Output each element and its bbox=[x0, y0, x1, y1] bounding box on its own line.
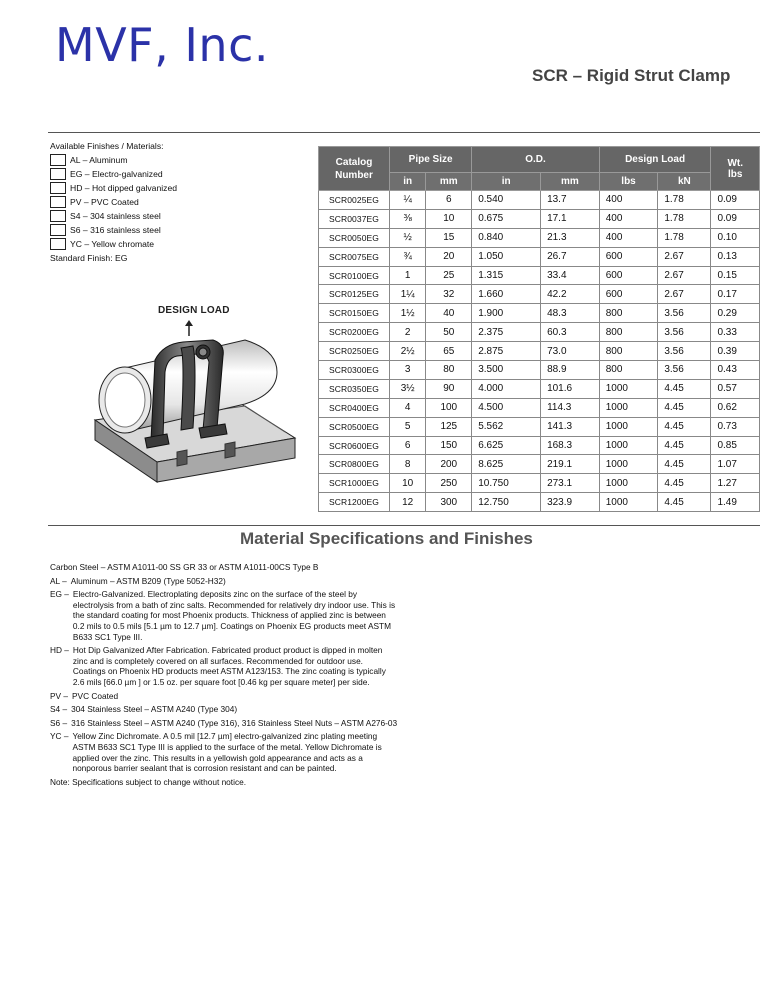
cell-catalog: SCR0800EG bbox=[319, 455, 390, 474]
design-load-label: DESIGN LOAD bbox=[158, 305, 230, 316]
spec-entry bbox=[50, 731, 398, 773]
cell-catalog: SCR0400EG bbox=[319, 398, 390, 417]
cell-load-lbs: 600 bbox=[599, 247, 658, 266]
cell-pipe-in: 1 bbox=[390, 266, 426, 285]
cell-pipe-in: ¾ bbox=[390, 247, 426, 266]
cell-load-lbs: 800 bbox=[599, 323, 658, 342]
cell-od-mm: 17.1 bbox=[541, 209, 600, 228]
cell-od-mm: 219.1 bbox=[541, 455, 600, 474]
cell-load-lbs: 1000 bbox=[599, 493, 658, 512]
cell-load-kn: 3.56 bbox=[658, 304, 711, 323]
finishes-header: Available Finishes / Materials: bbox=[50, 141, 164, 151]
cell-load-kn: 4.45 bbox=[658, 398, 711, 417]
table-row bbox=[319, 379, 760, 398]
finish-item bbox=[50, 223, 177, 237]
cell-od-in: 8.625 bbox=[472, 455, 541, 474]
finish-item bbox=[50, 167, 177, 181]
cell-pipe-in: ⅜ bbox=[390, 209, 426, 228]
cell-pipe-in: ½ bbox=[390, 228, 426, 247]
finish-item bbox=[50, 209, 177, 223]
cell-od-in: 5.562 bbox=[472, 417, 541, 436]
cell-pipe-mm: 80 bbox=[426, 361, 472, 380]
finish-label: EG – Electro-galvanized bbox=[70, 169, 163, 179]
cell-load-lbs: 1000 bbox=[599, 398, 658, 417]
cell-od-in: 4.500 bbox=[472, 398, 541, 417]
cell-pipe-mm: 40 bbox=[426, 304, 472, 323]
cell-pipe-mm: 65 bbox=[426, 342, 472, 361]
cell-weight: 1.27 bbox=[711, 474, 760, 493]
cell-od-mm: 48.3 bbox=[541, 304, 600, 323]
cell-catalog: SCR0037EG bbox=[319, 209, 390, 228]
cell-catalog: SCR0600EG bbox=[319, 436, 390, 455]
cell-load-kn: 3.56 bbox=[658, 323, 711, 342]
table-row bbox=[319, 342, 760, 361]
col-od-in: in bbox=[472, 173, 541, 191]
cell-od-in: 0.675 bbox=[472, 209, 541, 228]
cell-weight: 0.09 bbox=[711, 191, 760, 210]
cell-load-lbs: 1000 bbox=[599, 474, 658, 493]
section-title: Material Specifications and Finishes bbox=[240, 529, 533, 548]
cell-od-mm: 88.9 bbox=[541, 361, 600, 380]
spec-text: PVC Coated bbox=[72, 690, 119, 701]
finish-checkbox bbox=[50, 168, 66, 180]
cell-pipe-in: 2½ bbox=[390, 342, 426, 361]
cell-load-lbs: 1000 bbox=[599, 436, 658, 455]
cell-pipe-in: 8 bbox=[390, 455, 426, 474]
table-row bbox=[319, 228, 760, 247]
table-row bbox=[319, 247, 760, 266]
cell-od-in: 6.625 bbox=[472, 436, 541, 455]
cell-weight: 0.43 bbox=[711, 361, 760, 380]
cell-od-mm: 26.7 bbox=[541, 247, 600, 266]
finish-item bbox=[50, 181, 177, 195]
company-name: MVF, Inc. bbox=[55, 18, 269, 72]
cell-pipe-mm: 200 bbox=[426, 455, 472, 474]
table-row bbox=[319, 304, 760, 323]
cell-load-kn: 4.45 bbox=[658, 455, 711, 474]
finish-item bbox=[50, 195, 177, 209]
cell-load-lbs: 1000 bbox=[599, 455, 658, 474]
cell-od-in: 10.750 bbox=[472, 474, 541, 493]
cell-pipe-in: 3 bbox=[390, 361, 426, 380]
col-pipe-size: Pipe Size bbox=[390, 147, 472, 173]
cell-weight: 1.07 bbox=[711, 455, 760, 474]
cell-load-lbs: 600 bbox=[599, 266, 658, 285]
finish-item bbox=[50, 237, 177, 251]
cell-weight: 0.73 bbox=[711, 417, 760, 436]
cell-catalog: SCR0050EG bbox=[319, 228, 390, 247]
cell-pipe-in: 12 bbox=[390, 493, 426, 512]
table-body bbox=[319, 191, 760, 512]
clamp-illustration bbox=[85, 320, 300, 492]
spec-text: 304 Stainless Steel – ASTM A240 (Type 304) bbox=[71, 704, 238, 715]
cell-pipe-mm: 25 bbox=[426, 266, 472, 285]
finish-item bbox=[50, 153, 177, 167]
table-row bbox=[319, 285, 760, 304]
cell-od-in: 1.660 bbox=[472, 285, 541, 304]
cell-od-mm: 21.3 bbox=[541, 228, 600, 247]
cell-weight: 0.10 bbox=[711, 228, 760, 247]
cell-catalog: SCR1200EG bbox=[319, 493, 390, 512]
col-design-load: Design Load bbox=[599, 147, 711, 173]
cell-pipe-in: ¼ bbox=[390, 191, 426, 210]
spec-entry bbox=[50, 576, 398, 587]
table-row bbox=[319, 493, 760, 512]
cell-catalog: SCR1000EG bbox=[319, 474, 390, 493]
spec-code: YC – bbox=[50, 731, 69, 742]
finish-checkbox bbox=[50, 154, 66, 166]
table-row bbox=[319, 436, 760, 455]
finish-checkbox bbox=[50, 196, 66, 208]
cell-load-lbs: 800 bbox=[599, 342, 658, 361]
cell-catalog: SCR0025EG bbox=[319, 191, 390, 210]
cell-load-lbs: 600 bbox=[599, 285, 658, 304]
cell-load-kn: 1.78 bbox=[658, 191, 711, 210]
finish-checkbox bbox=[50, 210, 66, 222]
cell-pipe-mm: 15 bbox=[426, 228, 472, 247]
finish-label: YC – Yellow chromate bbox=[70, 239, 155, 249]
cell-catalog: SCR0250EG bbox=[319, 342, 390, 361]
cell-pipe-mm: 6 bbox=[426, 191, 472, 210]
col-load-kn: kN bbox=[658, 173, 711, 191]
table-row bbox=[319, 398, 760, 417]
spec-code: S6 – bbox=[50, 717, 68, 728]
cell-catalog: SCR0350EG bbox=[319, 379, 390, 398]
cell-weight: 0.33 bbox=[711, 323, 760, 342]
cell-load-lbs: 800 bbox=[599, 361, 658, 380]
finish-label: S6 – 316 stainless steel bbox=[70, 225, 161, 235]
finish-checkbox bbox=[50, 182, 66, 194]
cell-load-kn: 4.45 bbox=[658, 436, 711, 455]
table-row bbox=[319, 191, 760, 210]
cell-od-in: 3.500 bbox=[472, 361, 541, 380]
cell-catalog: SCR0100EG bbox=[319, 266, 390, 285]
cell-od-in: 1.900 bbox=[472, 304, 541, 323]
finish-checkbox bbox=[50, 238, 66, 250]
cell-load-kn: 3.56 bbox=[658, 342, 711, 361]
col-pipe-in: in bbox=[390, 173, 426, 191]
table-row bbox=[319, 323, 760, 342]
finish-label: AL – Aluminum bbox=[70, 155, 128, 165]
col-load-lbs: lbs bbox=[599, 173, 658, 191]
cell-pipe-mm: 125 bbox=[426, 417, 472, 436]
cell-catalog: SCR0075EG bbox=[319, 247, 390, 266]
finish-label: HD – Hot dipped galvanized bbox=[70, 183, 178, 193]
cell-load-kn: 2.67 bbox=[658, 247, 711, 266]
cell-load-kn: 1.78 bbox=[658, 209, 711, 228]
cell-pipe-mm: 90 bbox=[426, 379, 472, 398]
cell-weight: 1.49 bbox=[711, 493, 760, 512]
spec-table bbox=[318, 146, 760, 512]
cell-od-in: 0.840 bbox=[472, 228, 541, 247]
col-catalog-number: Catalog Number bbox=[319, 147, 390, 191]
cell-catalog: SCR0500EG bbox=[319, 417, 390, 436]
cell-load-kn: 4.45 bbox=[658, 379, 711, 398]
finishes-list bbox=[50, 153, 177, 251]
cell-load-kn: 4.45 bbox=[658, 417, 711, 436]
spec-code: S4 – bbox=[50, 704, 68, 715]
cell-od-in: 1.050 bbox=[472, 247, 541, 266]
finishes-panel bbox=[50, 139, 177, 265]
col-od-mm: mm bbox=[541, 173, 600, 191]
cell-od-mm: 273.1 bbox=[541, 474, 600, 493]
cell-pipe-mm: 150 bbox=[426, 436, 472, 455]
cell-od-mm: 168.3 bbox=[541, 436, 600, 455]
col-od: O.D. bbox=[472, 147, 600, 173]
cell-pipe-mm: 100 bbox=[426, 398, 472, 417]
cell-load-kn: 4.45 bbox=[658, 474, 711, 493]
cell-od-in: 0.540 bbox=[472, 191, 541, 210]
cell-load-kn: 3.56 bbox=[658, 361, 711, 380]
material-specs bbox=[50, 562, 398, 790]
cell-load-lbs: 1000 bbox=[599, 417, 658, 436]
table-row bbox=[319, 209, 760, 228]
table-row bbox=[319, 417, 760, 436]
spec-text: Hot Dip Galvanized After Fabrication. Fabricated product product is dipped in molten zinc and is completely covered on all surfaces. Recommended for outdoor use. Coatings on Phoenix HD products meet ASTM A123/153. The zinc coating is typically 2.6 mils [66.0 µm ] or 1.5 oz. per square foot [0.46 kg per square meter] per side. bbox=[72, 645, 386, 687]
cell-od-in: 4.000 bbox=[472, 379, 541, 398]
spec-entry bbox=[50, 704, 398, 715]
finish-label: PV – PVC Coated bbox=[70, 197, 139, 207]
cell-pipe-in: 1½ bbox=[390, 304, 426, 323]
top-divider bbox=[48, 132, 760, 133]
cell-load-kn: 1.78 bbox=[658, 228, 711, 247]
cell-od-mm: 101.6 bbox=[541, 379, 600, 398]
cell-pipe-mm: 300 bbox=[426, 493, 472, 512]
table-header-row bbox=[319, 147, 760, 173]
cell-weight: 0.13 bbox=[711, 247, 760, 266]
cell-od-mm: 141.3 bbox=[541, 417, 600, 436]
cell-od-mm: 13.7 bbox=[541, 191, 600, 210]
cell-load-kn: 2.67 bbox=[658, 285, 711, 304]
section-divider bbox=[48, 525, 760, 526]
col-pipe-mm: mm bbox=[426, 173, 472, 191]
spec-text: Electro-Galvanized. Electroplating deposits zinc on the surface of the steel by electrolysis from a bath of zinc salts. Recommended for relatively dry indoor use. This is the standard coating for most Phoenix products. Thickness of applied zinc is between 0.2 mils to 0.5 mils [5.1 µm to 12.7 µm]. Coatings on Phoenix EG products meet ASTM B633 SC1 Type III. bbox=[72, 589, 396, 642]
cell-pipe-in: 3½ bbox=[390, 379, 426, 398]
spec-entry bbox=[50, 691, 398, 702]
spec-entry bbox=[50, 645, 398, 687]
spec-text: Aluminum – ASTM B209 (Type 5052-H32) bbox=[70, 575, 226, 586]
col-weight: Wt. lbs bbox=[711, 147, 760, 191]
cell-pipe-in: 5 bbox=[390, 417, 426, 436]
cell-weight: 0.15 bbox=[711, 266, 760, 285]
cell-od-in: 1.315 bbox=[472, 266, 541, 285]
cell-weight: 0.85 bbox=[711, 436, 760, 455]
cell-od-mm: 73.0 bbox=[541, 342, 600, 361]
spec-code: AL – bbox=[50, 575, 67, 586]
cell-load-lbs: 800 bbox=[599, 304, 658, 323]
cell-pipe-in: 1¼ bbox=[390, 285, 426, 304]
cell-catalog: SCR0125EG bbox=[319, 285, 390, 304]
table-row bbox=[319, 266, 760, 285]
cell-od-mm: 33.4 bbox=[541, 266, 600, 285]
cell-weight: 0.57 bbox=[711, 379, 760, 398]
cell-pipe-in: 4 bbox=[390, 398, 426, 417]
note: Note: Specifications subject to change without notice. bbox=[50, 776, 247, 787]
spec-text: Yellow Zinc Dichromate. A 0.5 mil [12.7 µm] electro-galvanized zinc plating meeting ASTM B633 SC1 Type III is applied to the surface of the metal. Yellow Dichromate is applied over the zinc. This results in a yellowish gold appearance and acts as a nonporous barrier sealant that is corrosion resistant and can be painted. bbox=[72, 731, 382, 774]
cell-weight: 0.29 bbox=[711, 304, 760, 323]
cell-weight: 0.39 bbox=[711, 342, 760, 361]
spec-entries bbox=[50, 576, 398, 774]
cell-od-mm: 323.9 bbox=[541, 493, 600, 512]
cell-pipe-in: 2 bbox=[390, 323, 426, 342]
spec-code: HD – bbox=[50, 645, 69, 656]
spec-code: PV – bbox=[50, 690, 68, 701]
cell-weight: 0.62 bbox=[711, 398, 760, 417]
cell-pipe-in: 10 bbox=[390, 474, 426, 493]
finish-checkbox bbox=[50, 224, 66, 236]
cell-pipe-mm: 20 bbox=[426, 247, 472, 266]
table-row bbox=[319, 455, 760, 474]
design-load-arrow bbox=[185, 320, 193, 336]
cell-od-in: 2.375 bbox=[472, 323, 541, 342]
cell-pipe-in: 6 bbox=[390, 436, 426, 455]
cell-od-mm: 42.2 bbox=[541, 285, 600, 304]
finish-label: S4 – 304 stainless steel bbox=[70, 211, 161, 221]
standard-finish: Standard Finish: EG bbox=[50, 253, 128, 263]
cell-load-kn: 2.67 bbox=[658, 266, 711, 285]
spec-text: 316 Stainless Steel – ASTM A240 (Type 316), 316 Stainless Steel Nuts – ASTM A276-03 bbox=[71, 717, 398, 728]
cell-catalog: SCR0150EG bbox=[319, 304, 390, 323]
cell-pipe-mm: 50 bbox=[426, 323, 472, 342]
product-title: SCR – Rigid Strut Clamp bbox=[532, 66, 731, 85]
spec-entry bbox=[50, 589, 398, 642]
cell-load-kn: 4.45 bbox=[658, 493, 711, 512]
cell-load-lbs: 400 bbox=[599, 191, 658, 210]
table-row bbox=[319, 474, 760, 493]
cell-pipe-mm: 10 bbox=[426, 209, 472, 228]
spec-entry bbox=[50, 718, 398, 729]
cell-weight: 0.17 bbox=[711, 285, 760, 304]
cell-od-in: 2.875 bbox=[472, 342, 541, 361]
cell-od-mm: 60.3 bbox=[541, 323, 600, 342]
cell-od-mm: 114.3 bbox=[541, 398, 600, 417]
cell-pipe-mm: 250 bbox=[426, 474, 472, 493]
table-row bbox=[319, 361, 760, 380]
carbon-steel-spec: Carbon Steel – ASTM A1011-00 SS GR 33 or ASTM A1011-00CS Type B bbox=[50, 562, 319, 572]
cell-catalog: SCR0200EG bbox=[319, 323, 390, 342]
cell-load-lbs: 400 bbox=[599, 228, 658, 247]
cell-load-lbs: 400 bbox=[599, 209, 658, 228]
cell-weight: 0.09 bbox=[711, 209, 760, 228]
cell-pipe-mm: 32 bbox=[426, 285, 472, 304]
cell-catalog: SCR0300EG bbox=[319, 361, 390, 380]
spec-code: EG – bbox=[50, 589, 69, 600]
cell-load-lbs: 1000 bbox=[599, 379, 658, 398]
cell-od-in: 12.750 bbox=[472, 493, 541, 512]
